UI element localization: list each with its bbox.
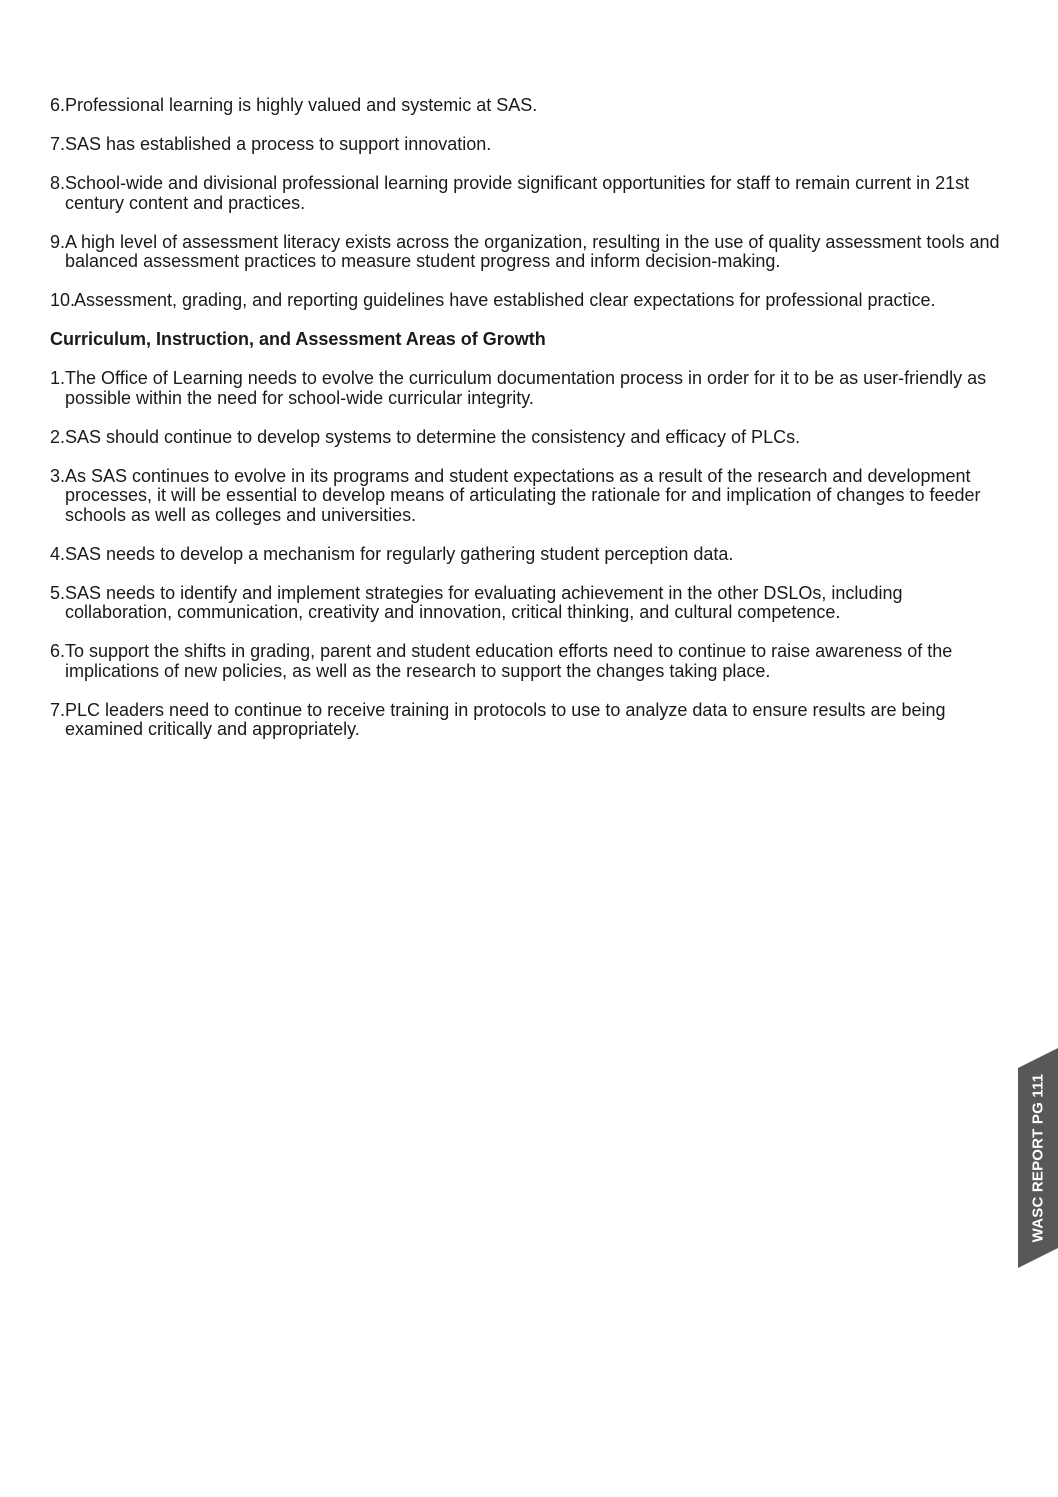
list-text: SAS has established a process to support innovation. [65,134,492,154]
page-tab-label: WASC REPORT PG 111 [1029,1073,1047,1243]
list-text: School-wide and divisional professional learning provide significant opportunities for staff to remain current in 21st century content and practices. [65,173,970,213]
list-number: 4. [50,543,66,564]
list-number: 8. [50,173,66,193]
list-number: 10. [50,290,76,310]
list-number: 1. [50,368,66,388]
list-text: SAS should continue to develop systems to determine the consistency and efficacy of PLCs. [65,426,801,447]
list-text: PLC leaders need to continue to receive training in protocols to use to analyze data to ensure results are being examined critically and appropriately. [65,699,946,739]
growth-item-1 [50,369,1012,408]
strength-item-8 [50,174,1012,213]
growth-item-3 [50,467,1012,526]
list-text: As SAS continues to evolve in its programs and student expectations as a result of the research and development processes, it will be essential to develop means of articulating the rationale for and implication of changes to feeder schools as well as colleges and universities. [65,465,981,525]
list-number: 9. [50,231,66,252]
list-text: The Office of Learning needs to evolve the curriculum documentation process in order for it to be as user-friendly as possible within the need for school-wide curricular integrity. [65,368,987,408]
list-text: SAS needs to identify and implement strategies for evaluating achievement in the other DSLOs, including collaboration, communication, creativity and innovation, critical thinking, and cultural competence. [65,582,903,622]
list-number: 7. [50,699,66,720]
strength-item-6 [50,96,1012,116]
list-text [65,290,936,310]
strength-item-9 [50,233,1012,272]
growth-item-4 [50,545,1012,565]
growth-item-2 [50,428,1012,448]
growth-item-7 [50,701,1012,740]
list-text: A high level of assessment literacy exists across the organization, resulting in the use of quality assessment tools and balanced assessment practices to measure student progress and inform decision-making. [65,231,1000,271]
list-number: 6. [50,641,66,661]
list-number: 6. [50,95,66,115]
list-number: 7. [50,134,66,154]
list-number: 2. [50,426,66,447]
list-number: 5. [50,582,66,603]
strength-item-7 [50,135,1012,155]
strength-item-10 [50,291,1012,311]
list-text-content: Assessment, grading, and reporting guidelines have established clear expectations for professional practice. [74,290,936,310]
list-text: Professional learning is highly valued and systemic at SAS. [65,95,538,115]
list-text: To support the shifts in grading, parent and student education efforts need to continue to raise awareness of the implications of new policies, as well as the research to support the changes taking place. [65,641,953,681]
document-body [50,96,1012,759]
growth-item-6 [50,642,1012,681]
list-text: SAS needs to develop a mechanism for regularly gathering student perception data. [65,543,734,564]
list-number: 3. [50,465,66,486]
growth-section-heading: Curriculum, Instruction, and Assessment Areas of Growth [50,329,546,349]
growth-item-5 [50,584,1012,623]
page-number-tab [1018,1048,1058,1268]
